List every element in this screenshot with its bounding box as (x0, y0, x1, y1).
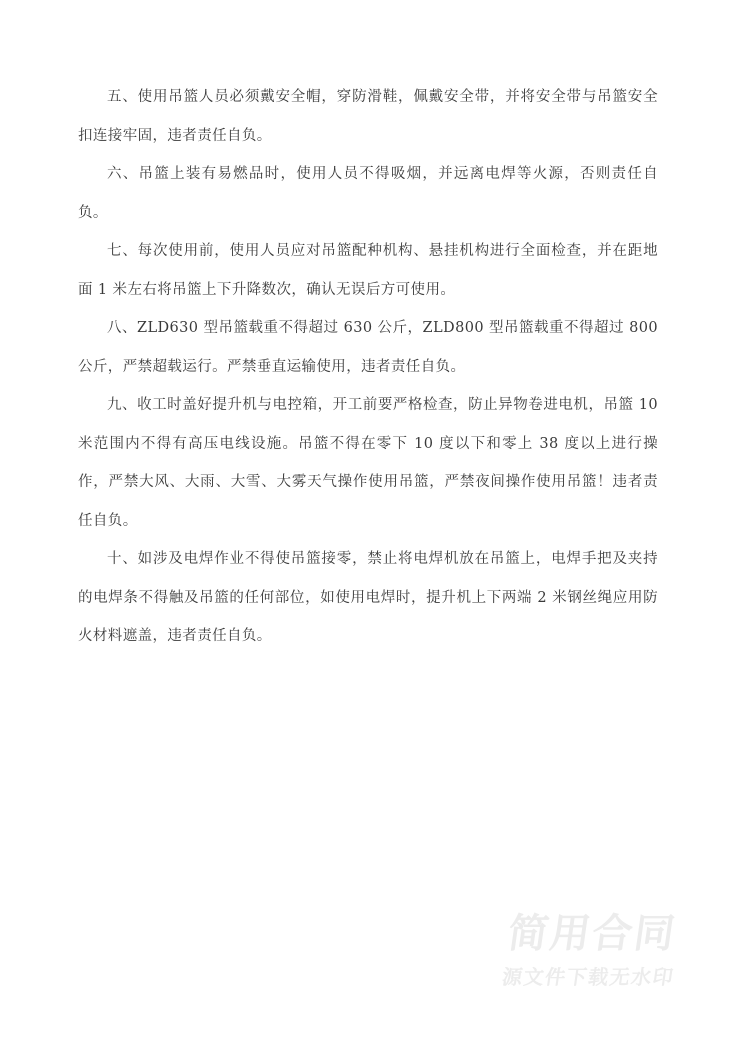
watermark (501, 912, 684, 988)
clause-8: 八、ZLD630 型吊篮载重不得超过 630 公斤，ZLD800 型吊篮载重不得超过 800 公斤，严禁超载运行。严禁垂直运输使用，违者责任自负。 (78, 320, 658, 375)
clause-10: 十、如涉及电焊作业不得使吊篮接零，禁止将电焊机放在吊篮上，电焊手把及夹持的电焊条不得触及吊篮的任何部位，如使用电焊时，提升机上下两端 2 米钢丝绳应用防火材料遮盖，违者责任自负。 (78, 551, 658, 644)
watermark-title: 简用合同 (505, 911, 680, 957)
document-body (78, 78, 658, 656)
clause-6: 六、吊篮上装有易燃品时，使用人员不得吸烟，并远离电焊等火源，否则责任自负。 (78, 166, 658, 221)
clause-7: 七、每次使用前，使用人员应对吊篮配种机构、悬挂机构进行全面检查，并在距地面 1 米左右将吊篮上下升降数次，确认无误后方可使用。 (78, 243, 658, 298)
watermark-subtitle: 源文件下载无水印 (500, 965, 676, 989)
clause-9: 九、收工时盖好提升机与电控箱，开工前要严格检查，防止异物卷进电机，吊篮 10 米范围内不得有高压电线设施。吊篮不得在零下 10 度以下和零上 38 度以上进行操作，严禁大风、大雨、大雪、大雾天气操作使用吊篮，严禁夜间操作使用吊篮！违者责任自负。 (78, 397, 658, 529)
clause-5: 五、使用吊篮人员必须戴安全帽，穿防滑鞋，佩戴安全带，并将安全带与吊篮安全扣连接牢固，违者责任自负。 (78, 89, 658, 144)
